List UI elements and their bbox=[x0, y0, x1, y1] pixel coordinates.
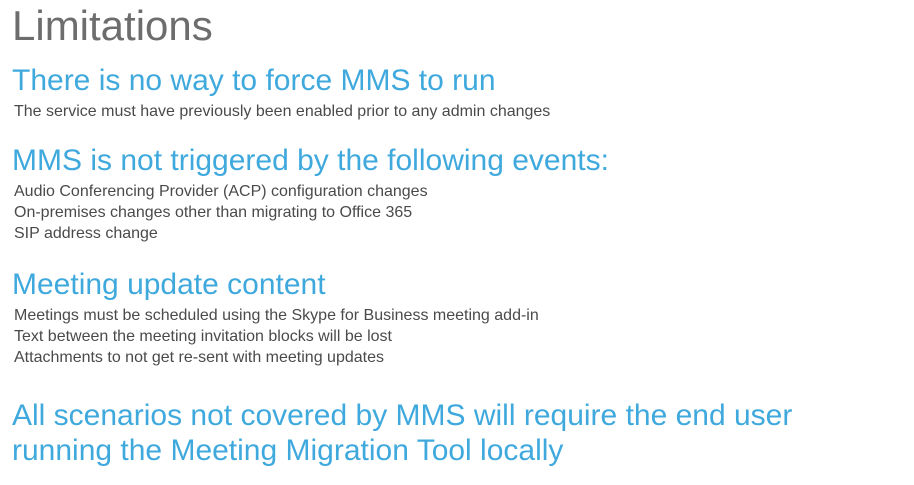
closing-statement bbox=[12, 398, 904, 468]
section-no-way-to-force bbox=[10, 62, 904, 122]
bullet-item: Text between the meeting invitation blocks will be lost bbox=[14, 328, 392, 345]
section-heading: Meeting update content bbox=[12, 268, 326, 301]
bullet-item: Attachments to not get re-sent with meeting updates bbox=[14, 349, 384, 366]
closing-line-2: running the Meeting Migration Tool locally bbox=[12, 434, 564, 467]
section-not-triggered-events bbox=[10, 142, 904, 244]
bullet-item: On-premises changes other than migrating to Office 365 bbox=[14, 204, 413, 221]
closing-line-1: All scenarios not covered by MMS will require the end user bbox=[12, 399, 793, 432]
section-heading: There is no way to force MMS to run bbox=[12, 64, 496, 97]
page-title: Limitations bbox=[12, 2, 213, 49]
bullet-item: The service must have previously been enabled prior to any admin changes bbox=[14, 103, 551, 120]
bullet-item: Audio Conferencing Provider (ACP) configuration changes bbox=[14, 183, 428, 200]
bullet-item: Meetings must be scheduled using the Skype for Business meeting add-in bbox=[14, 307, 539, 324]
section-meeting-update-content bbox=[10, 266, 904, 368]
section-heading: MMS is not triggered by the following events: bbox=[12, 144, 609, 177]
bullet-item: SIP address change bbox=[14, 225, 158, 242]
